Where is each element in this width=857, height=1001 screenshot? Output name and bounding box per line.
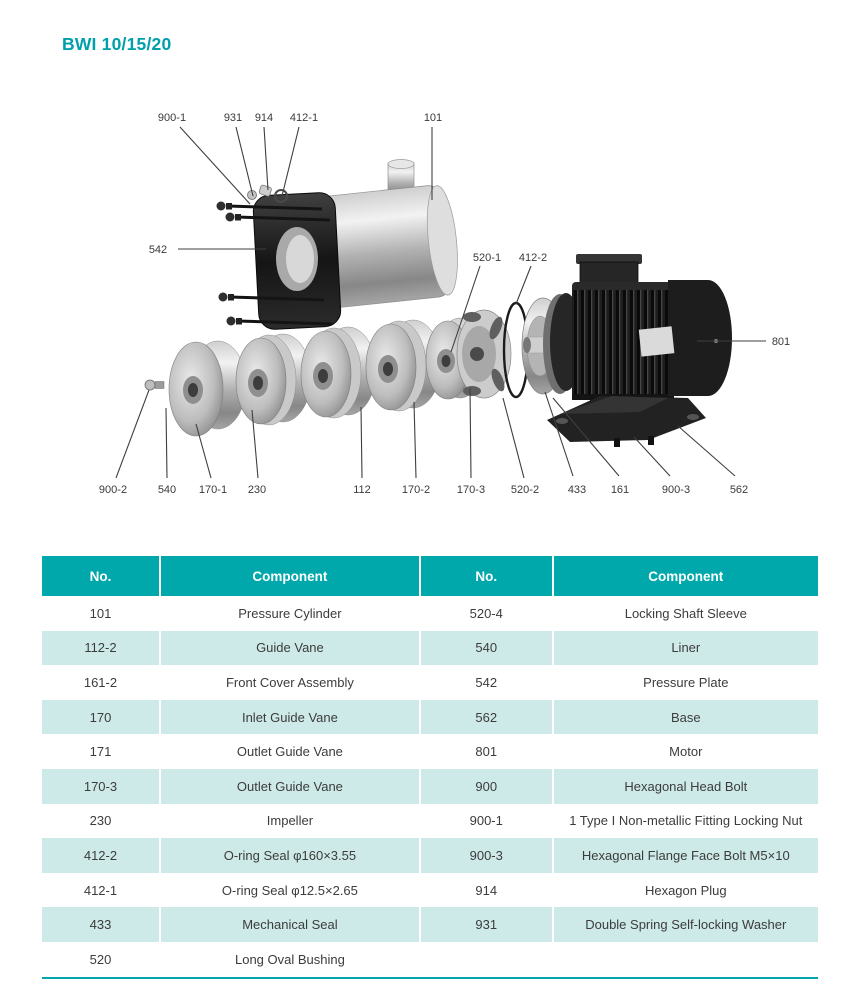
table-row [42, 907, 818, 942]
cell-component: Outlet Guide Vane [160, 769, 420, 804]
column-header-component-1: Component [160, 556, 420, 596]
table-row [42, 769, 818, 804]
diagram-label-161: 161 [610, 484, 630, 496]
cell-component: Pressure Plate [553, 665, 818, 700]
diagram-label-542: 542 [148, 244, 168, 256]
cell-no: 230 [42, 804, 160, 839]
table-row [42, 942, 818, 978]
cell-component: Motor [553, 734, 818, 769]
cell-no: 412-1 [42, 873, 160, 908]
cell-no: 520-4 [420, 596, 553, 631]
cell-component: Guide Vane [160, 631, 420, 666]
cell-component [553, 942, 818, 978]
diagram-label-412-1: 412-1 [289, 112, 319, 124]
diagram-label-112: 112 [353, 484, 371, 496]
diagram-label-170-3: 170-3 [456, 484, 486, 496]
cell-no: 900-3 [420, 838, 553, 873]
diagram-label-433: 433 [567, 484, 587, 496]
cell-component: Mechanical Seal [160, 907, 420, 942]
table-row [42, 596, 818, 631]
diagram-label-520-1: 520-1 [472, 252, 502, 264]
diagram-label-170-1: 170-1 [198, 484, 228, 496]
cell-no: 931 [420, 907, 553, 942]
page-title: BWI 10/15/20 [62, 34, 172, 54]
cell-component: Impeller [160, 804, 420, 839]
exploded-diagram [0, 95, 857, 510]
parts-table [42, 556, 818, 979]
cell-no: 161-2 [42, 665, 160, 700]
diagram-label-540: 540 [157, 484, 177, 496]
cell-component: Hexagonal Flange Face Bolt M5×10 [553, 838, 818, 873]
cell-no: 170-3 [42, 769, 160, 804]
column-header-no-1: No. [42, 556, 160, 596]
cell-component: O-ring Seal φ12.5×2.65 [160, 873, 420, 908]
cell-no: 520 [42, 942, 160, 978]
table-row [42, 804, 818, 839]
impeller-stack [169, 318, 484, 436]
table-row [42, 873, 818, 908]
table-row [42, 631, 818, 666]
cell-no: 433 [42, 907, 160, 942]
table-row [42, 665, 818, 700]
cell-component: O-ring Seal φ160×3.55 [160, 838, 420, 873]
cell-no: 914 [420, 873, 553, 908]
cell-no: 112-2 [42, 631, 160, 666]
diagram-label-931: 931 [223, 112, 243, 124]
diagram-label-900-3: 900-3 [661, 484, 691, 496]
diagram-label-914: 914 [254, 112, 274, 124]
diagram-label-562: 562 [729, 484, 749, 496]
motor [543, 254, 732, 405]
cell-component: 1 Type I Non-metallic Fitting Locking Nut [553, 804, 818, 839]
diagram-label-170-2: 170-2 [401, 484, 431, 496]
cell-component: Double Spring Self-locking Washer [553, 907, 818, 942]
pressure-plate [253, 192, 342, 330]
diagram-label-900-2: 900-2 [98, 484, 128, 496]
cell-component: Inlet Guide Vane [160, 700, 420, 735]
cell-no [420, 942, 553, 978]
base-plate [547, 396, 706, 447]
cell-no: 101 [42, 596, 160, 631]
table-row [42, 838, 818, 873]
cell-component: Outlet Guide Vane [160, 734, 420, 769]
cell-no: 412-2 [42, 838, 160, 873]
table-row [42, 700, 818, 735]
column-header-component-2: Component [553, 556, 818, 596]
cell-component: Long Oval Bushing [160, 942, 420, 978]
cell-no: 900 [420, 769, 553, 804]
cell-component: Hexagonal Head Bolt [553, 769, 818, 804]
cell-component: Front Cover Assembly [160, 665, 420, 700]
cell-component: Pressure Cylinder [160, 596, 420, 631]
cell-no: 900-1 [420, 804, 553, 839]
cell-component: Locking Shaft Sleeve [553, 596, 818, 631]
bolt-900-2 [145, 380, 164, 390]
cell-no: 171 [42, 734, 160, 769]
diagram-label-412-2: 412-2 [518, 252, 548, 264]
cell-component: Base [553, 700, 818, 735]
diagram-label-230: 230 [247, 484, 267, 496]
table-header-row [42, 556, 818, 596]
cell-no: 540 [420, 631, 553, 666]
column-header-no-2: No. [420, 556, 553, 596]
cell-component: Liner [553, 631, 818, 666]
cell-no: 801 [420, 734, 553, 769]
diagram-label-900-1: 900-1 [157, 112, 187, 124]
table-row [42, 734, 818, 769]
cell-no: 542 [420, 665, 553, 700]
cell-component: Hexagon Plug [553, 873, 818, 908]
diagram-label-101: 101 [423, 112, 443, 124]
cell-no: 562 [420, 700, 553, 735]
cell-no: 170 [42, 700, 160, 735]
diagram-label-801: 801 [771, 336, 791, 348]
diagram-label-520-2: 520-2 [510, 484, 540, 496]
